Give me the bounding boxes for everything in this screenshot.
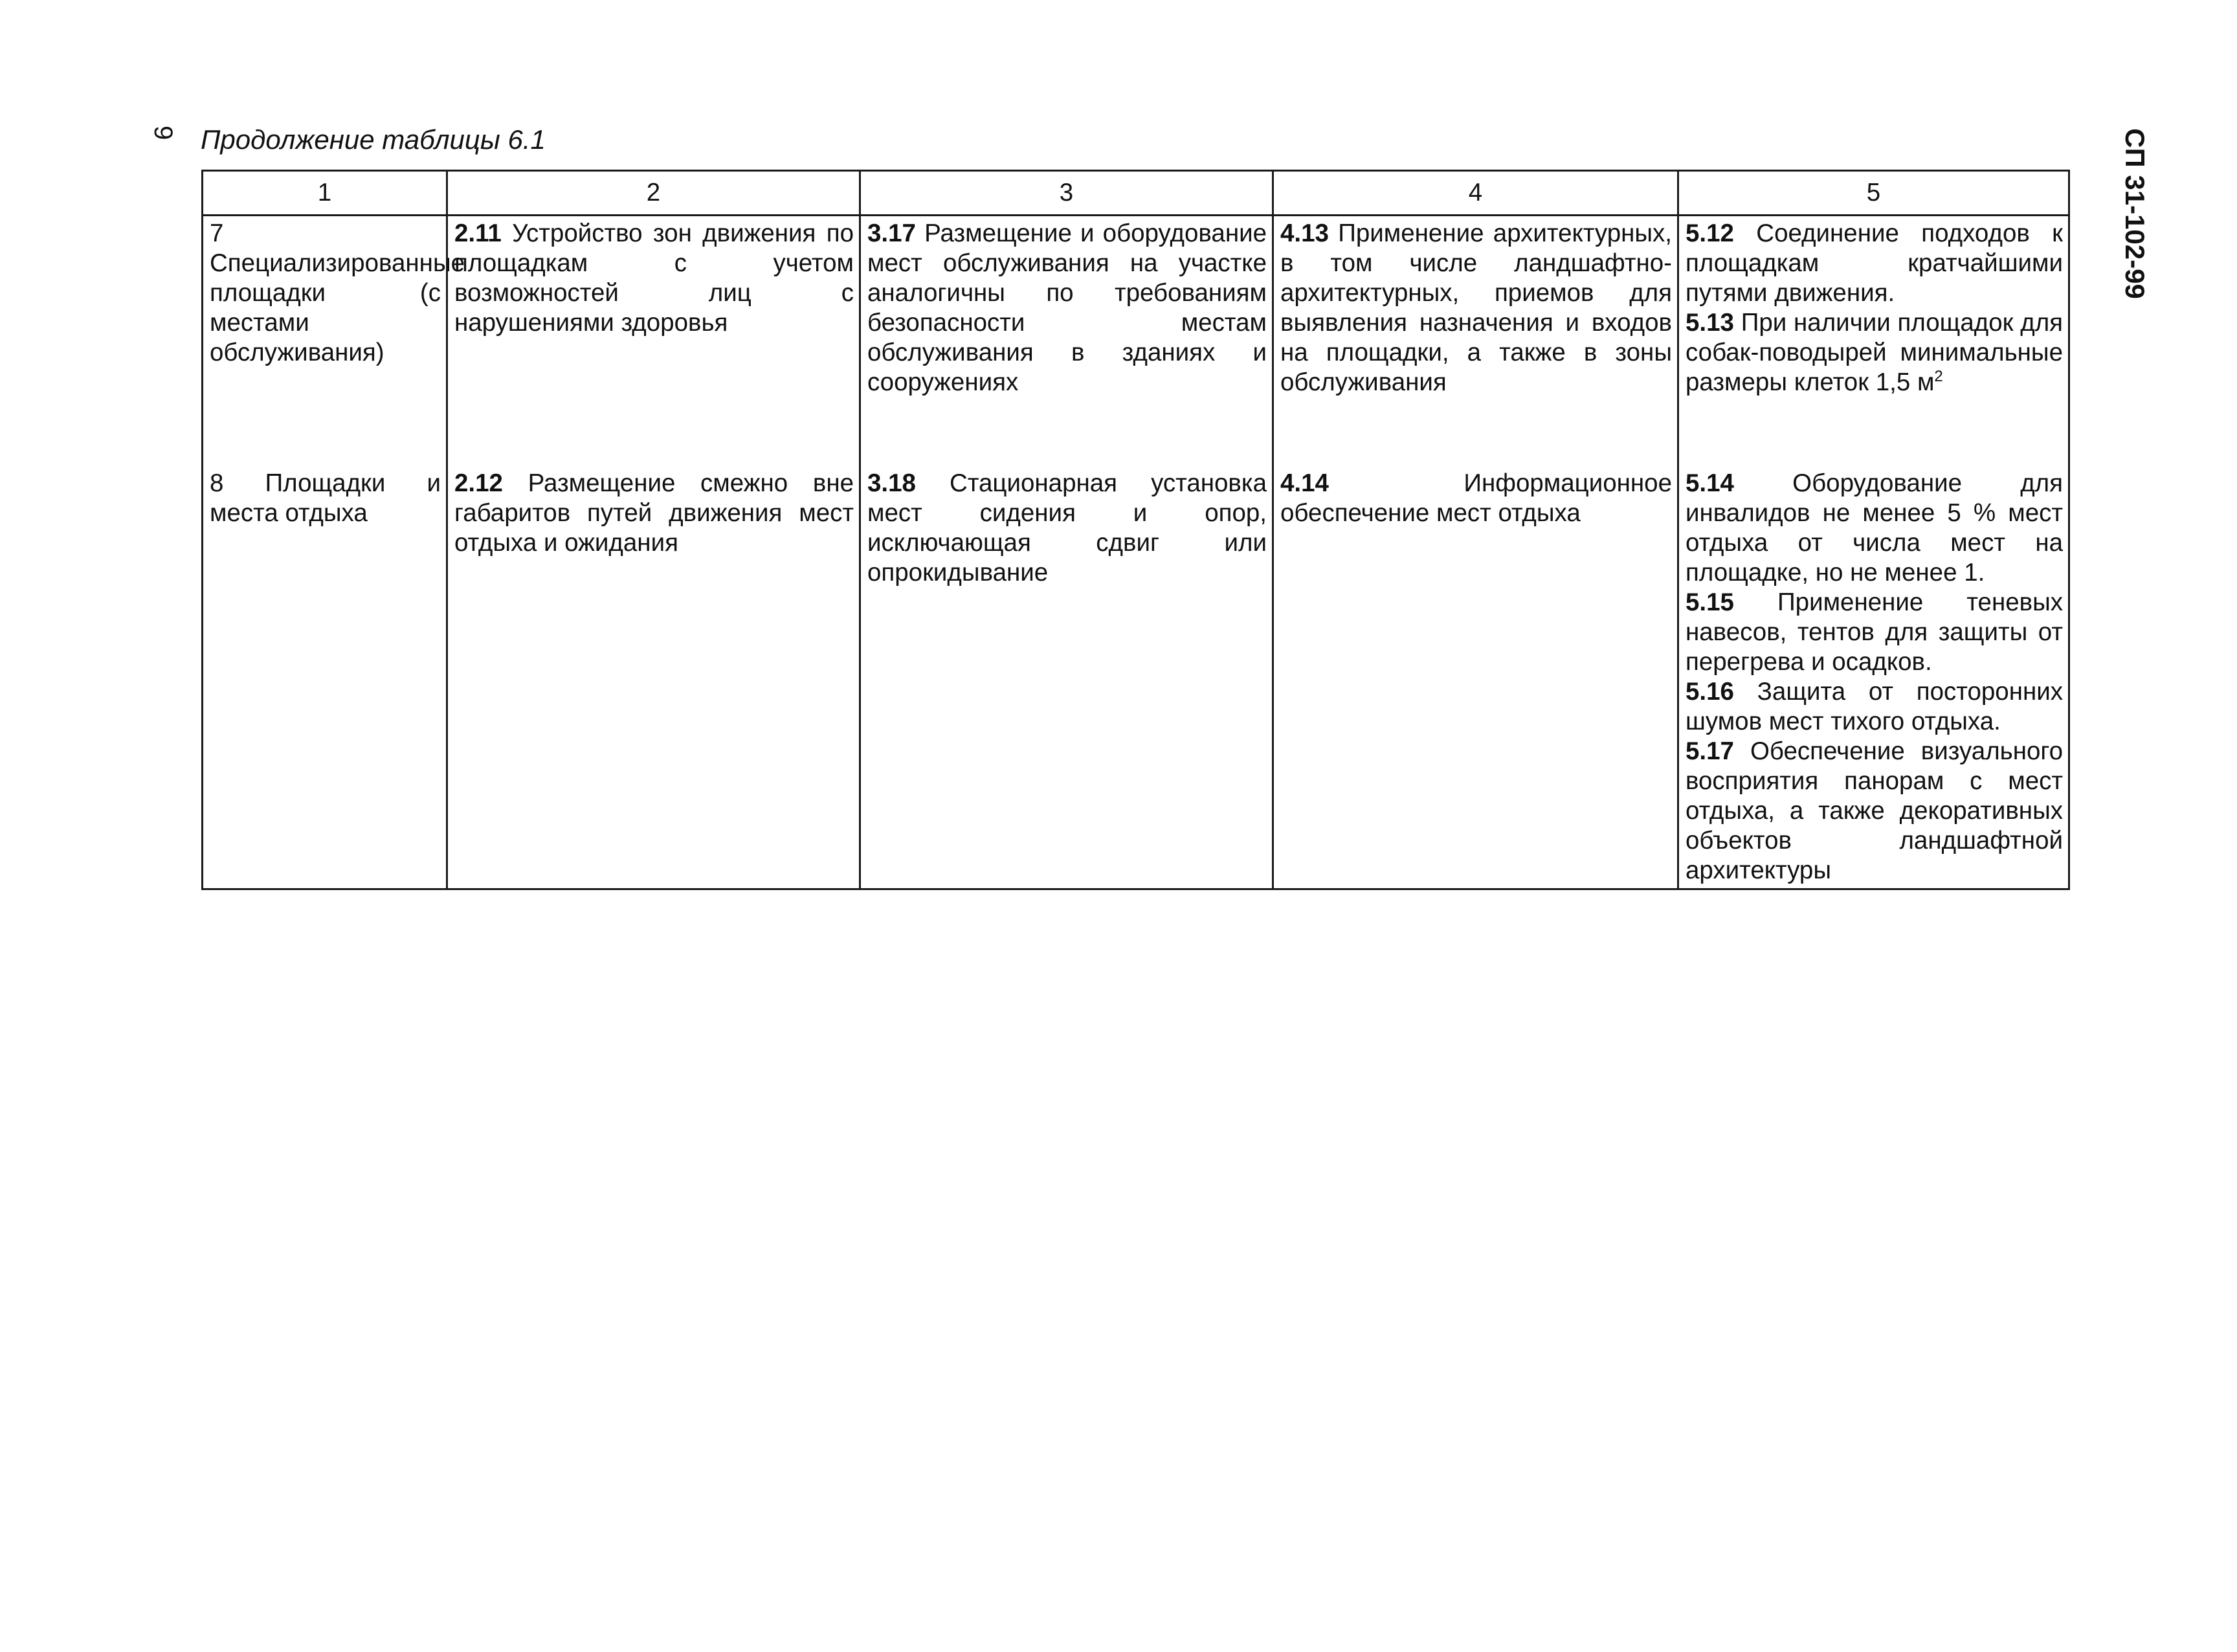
clause-number: 2.11 bbox=[454, 219, 502, 247]
clause-text: Устройство зон движения по площадкам с учетом возможностей лиц с нарушениями здоровья bbox=[454, 219, 854, 337]
clause-text: При наличии площадок для собак-поводырей минимальные размеры клеток 1,5 м bbox=[1686, 309, 2064, 396]
row-title: 8 Площадки и места отдыха bbox=[210, 469, 441, 527]
clause-number: 4.13 bbox=[1280, 219, 1329, 247]
clause-text: Стационарная установка мест сидения и опор, исключающая сдвиг или опрокидывание bbox=[867, 469, 1267, 586]
clause-number: 3.18 bbox=[867, 469, 916, 497]
col5-cell bbox=[1678, 216, 2069, 467]
clause-entry bbox=[454, 219, 854, 338]
clause-entry bbox=[1686, 469, 2063, 588]
column-header-4: 4 bbox=[1273, 171, 1678, 216]
table-caption: Продолжение таблицы 6.1 bbox=[201, 124, 546, 155]
column-header-1: 1 bbox=[203, 171, 447, 216]
clause-text: Применение архитектурных, в том числе ландшафтно-архитектурных, приемов для выявления назначения и входов на площадки, а также в зоны обслуживания bbox=[1280, 219, 1672, 396]
table-row bbox=[203, 466, 2069, 889]
col4-cell bbox=[1273, 466, 1678, 889]
col5-cell bbox=[1678, 466, 2069, 889]
clause-text: Обеспечение визуального восприятия панорам с мест отдыха, а также декоративных объектов ландшафтной архитектуры bbox=[1686, 737, 2063, 884]
clause-entry bbox=[1686, 588, 2063, 677]
col3-cell bbox=[860, 216, 1273, 467]
clause-entry bbox=[867, 219, 1267, 397]
row-title-cell bbox=[203, 216, 465, 467]
clause-text: Размещение и оборудование мест обслуживания на участке аналогичны по требованиям безопасности местам обслуживания в зданиях и сооружениях bbox=[867, 219, 1267, 396]
clause-text: Информационное обеспечение мест отдыха bbox=[1280, 469, 1672, 527]
superscript: 2 bbox=[1934, 368, 1943, 386]
clause-entry bbox=[1686, 219, 2063, 308]
clause-number: 5.17 bbox=[1686, 737, 1734, 765]
row-title: 7 Специализированные площадки (с местами обслуживания) bbox=[210, 219, 465, 366]
column-header-2: 2 bbox=[447, 171, 860, 216]
column-header-5: 5 bbox=[1678, 171, 2069, 216]
clause-number: 5.13 bbox=[1686, 309, 1734, 337]
clause-text: Оборудование для инвалидов не менее 5 % мест отдыха от числа мест на площадке, но не менее 1. bbox=[1686, 469, 2063, 586]
header-row bbox=[203, 171, 2069, 216]
col4-cell bbox=[1273, 216, 1678, 467]
clause-number: 5.16 bbox=[1686, 678, 1734, 706]
clause-entry bbox=[1686, 677, 2063, 737]
clause-number: 5.12 bbox=[1686, 219, 1734, 247]
clause-entry bbox=[1686, 737, 2063, 886]
column-header-3: 3 bbox=[860, 171, 1273, 216]
clause-entry bbox=[454, 469, 854, 558]
clause-number: 3.17 bbox=[867, 219, 916, 247]
col2-cell bbox=[447, 216, 860, 467]
clause-text: Размещение смежно вне габаритов путей движения мест отдыха и ожидания bbox=[454, 469, 854, 557]
clause-number: 4.14 bbox=[1280, 469, 1329, 497]
document-code-label: СП 31-102-99 bbox=[2120, 128, 2150, 299]
col3-cell bbox=[860, 466, 1273, 889]
clause-number: 5.14 bbox=[1686, 469, 1734, 497]
clause-text: Соединение подходов к площадкам кратчайшими путями движения. bbox=[1686, 219, 2063, 307]
clause-entry bbox=[1280, 469, 1672, 528]
clause-entry bbox=[867, 469, 1267, 588]
table-row bbox=[203, 216, 2069, 467]
page-number: 9 bbox=[149, 126, 177, 140]
clause-entry bbox=[1280, 219, 1672, 397]
document-code bbox=[2118, 126, 2152, 301]
requirements-table bbox=[201, 170, 2070, 890]
clause-text: Применение теневых навесов, тентов для защиты от перегрева и осадков. bbox=[1686, 588, 2064, 676]
clause-number: 2.12 bbox=[454, 469, 503, 497]
clause-text: Защита от посторонних шумов мест тихого отдыха. bbox=[1686, 678, 2064, 735]
col2-cell bbox=[447, 466, 860, 889]
clause-entry bbox=[1686, 308, 2063, 397]
clause-number: 5.15 bbox=[1686, 588, 1734, 616]
row-title-cell bbox=[203, 466, 447, 889]
